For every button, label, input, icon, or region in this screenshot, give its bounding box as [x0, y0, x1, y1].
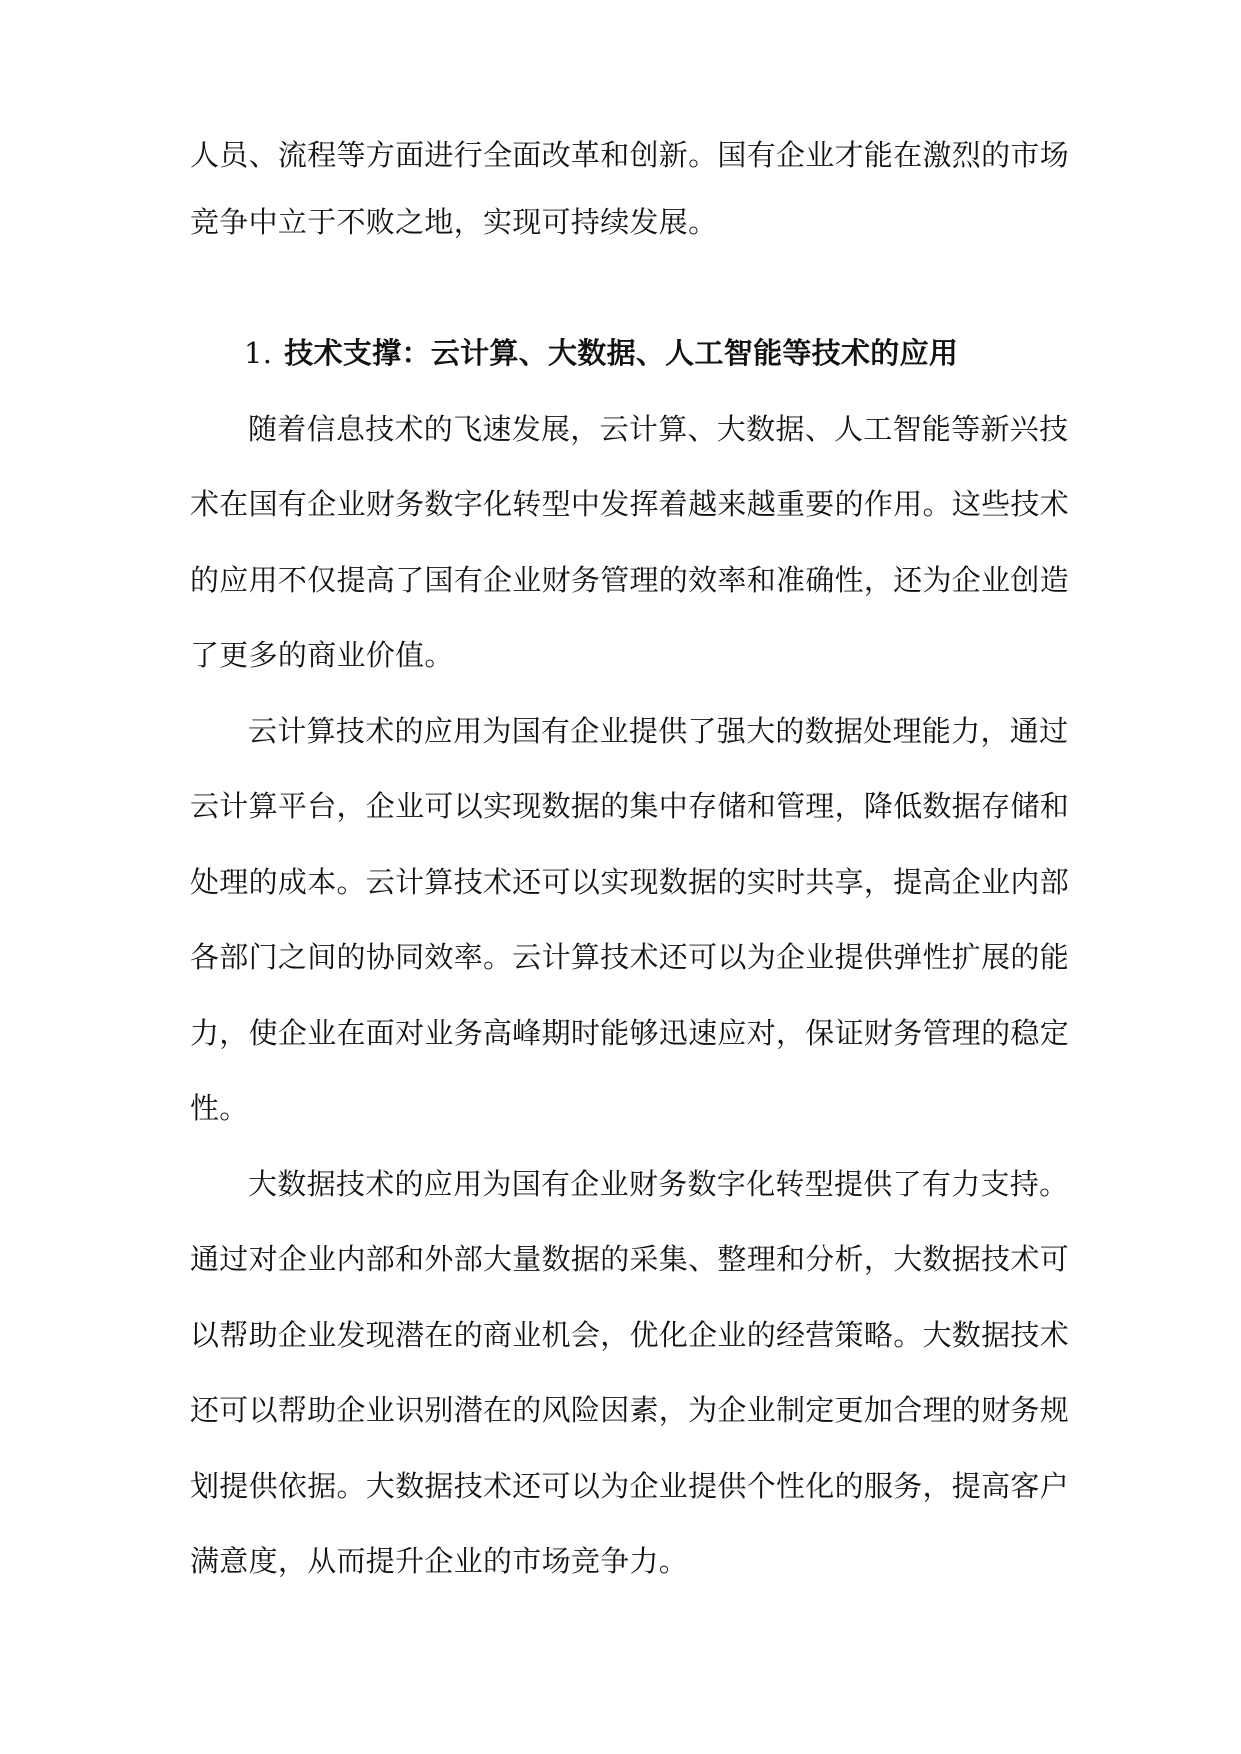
- paragraph-line: 大数据技术的应用为国有企业财务数字化转型提供了有力支持。: [248, 1167, 1069, 1201]
- paragraph-line: 随着信息技术的飞速发展，云计算、大数据、人工智能等新兴技: [248, 412, 1069, 446]
- paragraph-line: 性。: [190, 1091, 249, 1125]
- paragraph-line: 通过对企业内部和外部大量数据的采集、整理和分析，大数据技术可: [190, 1242, 1070, 1276]
- paragraph-line: 以帮助企业发现潜在的商业机会，优化企业的经营策略。大数据技术: [190, 1318, 1070, 1352]
- section-number: 1.: [244, 336, 273, 370]
- paragraph-line: 划提供依据。大数据技术还可以为企业提供个性化的服务，提高客户: [190, 1469, 1070, 1503]
- paragraph-line: 还可以帮助企业识别潜在的风险因素，为企业制定更加合理的财务规: [190, 1393, 1070, 1427]
- paragraph-line: 的应用不仅提高了国有企业财务管理的效率和准确性，还为企业创造: [190, 563, 1070, 597]
- intro-line: 竞争中立于不败之地，实现可持续发展。: [190, 205, 718, 239]
- section-title: 技术支撑：云计算、大数据、人工智能等技术的应用: [284, 336, 959, 370]
- paragraph-line: 术在国有企业财务数字化转型中发挥着越来越重要的作用。这些技术: [190, 487, 1070, 521]
- paragraph-line: 云计算平台，企业可以实现数据的集中存储和管理，降低数据存储和: [190, 789, 1070, 823]
- paragraph-line: 各部门之间的协同效率。云计算技术还可以为企业提供弹性扩展的能: [190, 940, 1070, 974]
- paragraph-line: 了更多的商业价值。: [190, 638, 454, 672]
- paragraph-line: 云计算技术的应用为国有企业提供了强大的数据处理能力，通过: [248, 714, 1069, 748]
- paragraph-line: 处理的成本。云计算技术还可以实现数据的实时共享，提高企业内部: [190, 865, 1070, 899]
- paragraph-line: 力，使企业在面对业务高峰期时能够迅速应对，保证财务管理的稳定: [190, 1016, 1070, 1050]
- section-heading: [244, 333, 958, 373]
- intro-line: 人员、流程等方面进行全面改革和创新。国有企业才能在激烈的市场: [190, 138, 1070, 172]
- paragraph-line: 满意度，从而提升企业的市场竞争力。: [190, 1544, 689, 1578]
